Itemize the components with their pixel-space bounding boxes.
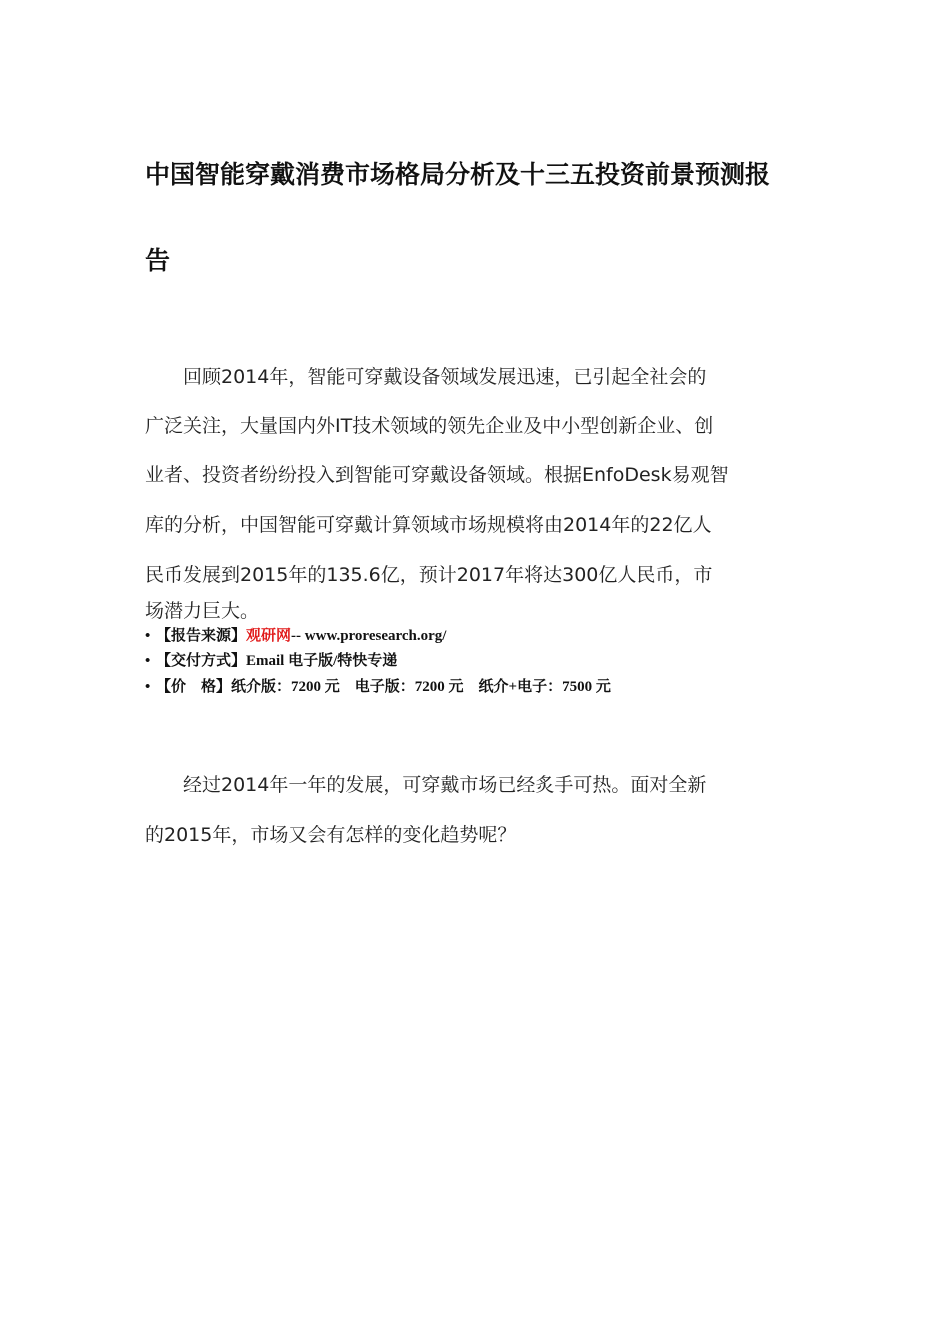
intro-line: 广泛关注，大量国内外IT技术领域的领先企业及中小型创新企业、创 [145, 415, 714, 437]
intro-line: 库的分析，中国智能可穿戴计算领域市场规模将由2014年的22亿人 [145, 514, 712, 536]
bullet: • [145, 679, 151, 695]
source-label: 【报告来源】 [156, 628, 247, 644]
intro-line: 民币发展到2015年的135.6亿，预计2017年将达300亿人民币，市 [145, 564, 713, 586]
meta-item-delivery [145, 649, 397, 670]
report-title-line-2: 告 [145, 246, 171, 275]
bullet: • [145, 653, 151, 669]
intro-line: 回顾2014年，智能可穿戴设备领域发展迅速，已引起全社会的 [145, 366, 707, 388]
meta-item-source [145, 624, 446, 645]
source-name: 观研网 [246, 628, 292, 644]
outlook-line: 的2015年，市场又会有怎样的变化趋势呢？ [145, 824, 517, 846]
meta-item-price [145, 675, 611, 696]
price-text: 【价 格】纸介版：7200 元 电子版：7200 元 纸介+电子：7500 元 [156, 679, 611, 695]
report-title-line-1: 中国智能穿戴消费市场格局分析及十三五投资前景预测报 [145, 160, 771, 189]
bullet: • [145, 628, 151, 644]
intro-line: 场潜力巨大。 [145, 600, 260, 622]
outlook-line: 经过2014年一年的发展，可穿戴市场已经炙手可热。面对全新 [145, 774, 707, 796]
delivery-text: 【交付方式】Email 电子版/特快专递 [156, 653, 398, 669]
intro-line: 业者、投资者纷纷投入到智能可穿戴设备领域。根据EnfoDesk易观智 [145, 464, 729, 486]
source-url: -- www.proresearch.org/ [291, 628, 447, 644]
